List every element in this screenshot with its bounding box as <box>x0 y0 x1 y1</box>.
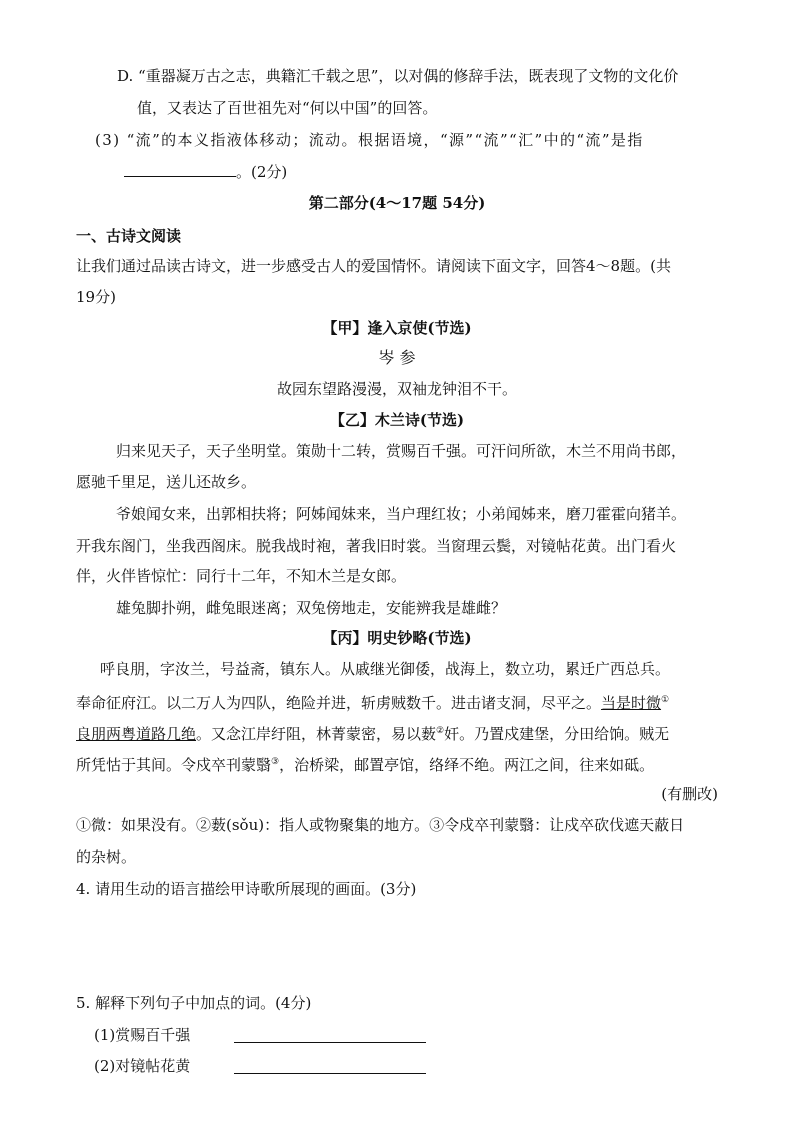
part2-title: 第二部分(4～17题 54分) <box>308 194 486 212</box>
prose-text: 。又念江岸纡阻，林菁蒙密，易以薮 <box>196 725 437 743</box>
prose-text: 所凭怙于其间。令戍卒刊蒙翳 <box>76 756 272 774</box>
footnotes-line2: 的杂树。 <box>76 848 137 866</box>
poem-yi-p1b: 愿驰千里足，送儿还故乡。 <box>76 473 257 491</box>
underlined-sentence: 当是时微 <box>601 694 662 712</box>
prose-bing-line4 <box>76 752 654 775</box>
poem-yi-p2: 爷娘闻女来，出郭相扶将；阿姊闻妹来，当户理红妆；小弟闻姊来，磨刀霍霍向猪羊。 <box>116 505 687 523</box>
answer-blank[interactable] <box>124 162 236 177</box>
q3-sub3-tail: 。(2分) <box>236 163 288 181</box>
poem-yi-p3: 雄兔脚扑朔，雌兔眼迷离；双兔傍地走，安能辨我是雄雌？ <box>116 599 507 617</box>
prose-text: ，治桥梁，邮置亭馆，络绎不绝。两江之间，往来如砥。 <box>279 756 655 774</box>
poem-yi-p2c: 伴，火伴皆惊忙：同行十二年，不知木兰是女郎。 <box>76 567 407 585</box>
prose-bing-line3 <box>76 721 669 744</box>
underlined-sentence: 良朋两粤道路几绝 <box>76 725 197 743</box>
poem-yi-title: 【乙】木兰诗(节选) <box>329 411 465 429</box>
section1-intro-line1: 让我们通过品读古诗文，进一步感受古人的爱国情怀。请阅读下面文字，回答4～8题。(共 <box>76 257 671 275</box>
section1-intro-line2: 19分) <box>76 288 116 306</box>
answer-line-2[interactable] <box>234 1073 426 1074</box>
poem-yi-p2b: 开我东阁门，坐我西阁床。脱我战时袍，著我旧时裳。当窗理云鬓，对镜帖花黄。出门看火 <box>76 537 677 555</box>
prose-bing-title: 【丙】明史钞略(节选) <box>322 629 472 647</box>
question-5-item2: (2)对镜帖花黄 <box>94 1057 191 1075</box>
prose-text: 奉命征府江。以二万人为四队，绝险并进，斩虏贼数千。进击诸支洞，尽平之。 <box>76 694 602 712</box>
poem-yi-p1: 归来见天子，天子坐明堂。策勋十二转，赏赐百千强。可汗问所欲，木兰不用尚书郎， <box>116 442 687 460</box>
poem-jia-title: 【甲】逢入京使(节选) <box>322 319 472 337</box>
prose-bing-note: (有删改) <box>661 785 718 803</box>
prose-text: 奸。乃置戍建堡，分田给饷。贼无 <box>444 725 670 743</box>
prose-bing-line1: 呼良朋，字汝兰，号益斋，镇东人。从戚继光御倭，战海上，数立功，累迁广西总兵。 <box>100 660 671 678</box>
answer-line-1[interactable] <box>234 1042 426 1043</box>
q3-sub3-line2 <box>124 162 287 182</box>
question-5: 5. 解释下列句子中加点的词。(4分) <box>76 994 312 1012</box>
poem-jia-author: 岑 参 <box>378 348 416 367</box>
prose-bing-line2 <box>76 690 669 713</box>
question-4: 4. 请用生动的语言描绘甲诗歌所展现的画面。(3分) <box>76 880 417 898</box>
footnotes-line1: ①微：如果没有。②薮(sǒu)：指人或物聚集的地方。③令戍卒刊蒙翳：让戍卒砍伐遮天蔽日 <box>76 816 685 834</box>
q3-option-d-line1: D. “重器凝万古之志，典籍汇千载之思”，以对偶的修辞手法，既表现了文物的文化价 <box>117 67 679 85</box>
q3-sub3-line1: (3) “流”的本义指液体移动；流动。根据语境，“源”“流”“汇”中的“流”是指 <box>95 131 644 149</box>
poem-jia-text: 故园东望路漫漫，双袖龙钟泪不干。 <box>276 380 517 398</box>
q3-option-d-line2: 值，又表达了百世祖先对“何以中国”的回答。 <box>137 99 438 117</box>
section1-heading: 一、古诗文阅读 <box>76 227 182 245</box>
footnote-marker: ② <box>436 726 445 736</box>
footnote-marker: ① <box>661 695 670 705</box>
question-5-item1: (1)赏赐百千强 <box>94 1026 191 1044</box>
footnote-marker: ③ <box>271 757 280 767</box>
